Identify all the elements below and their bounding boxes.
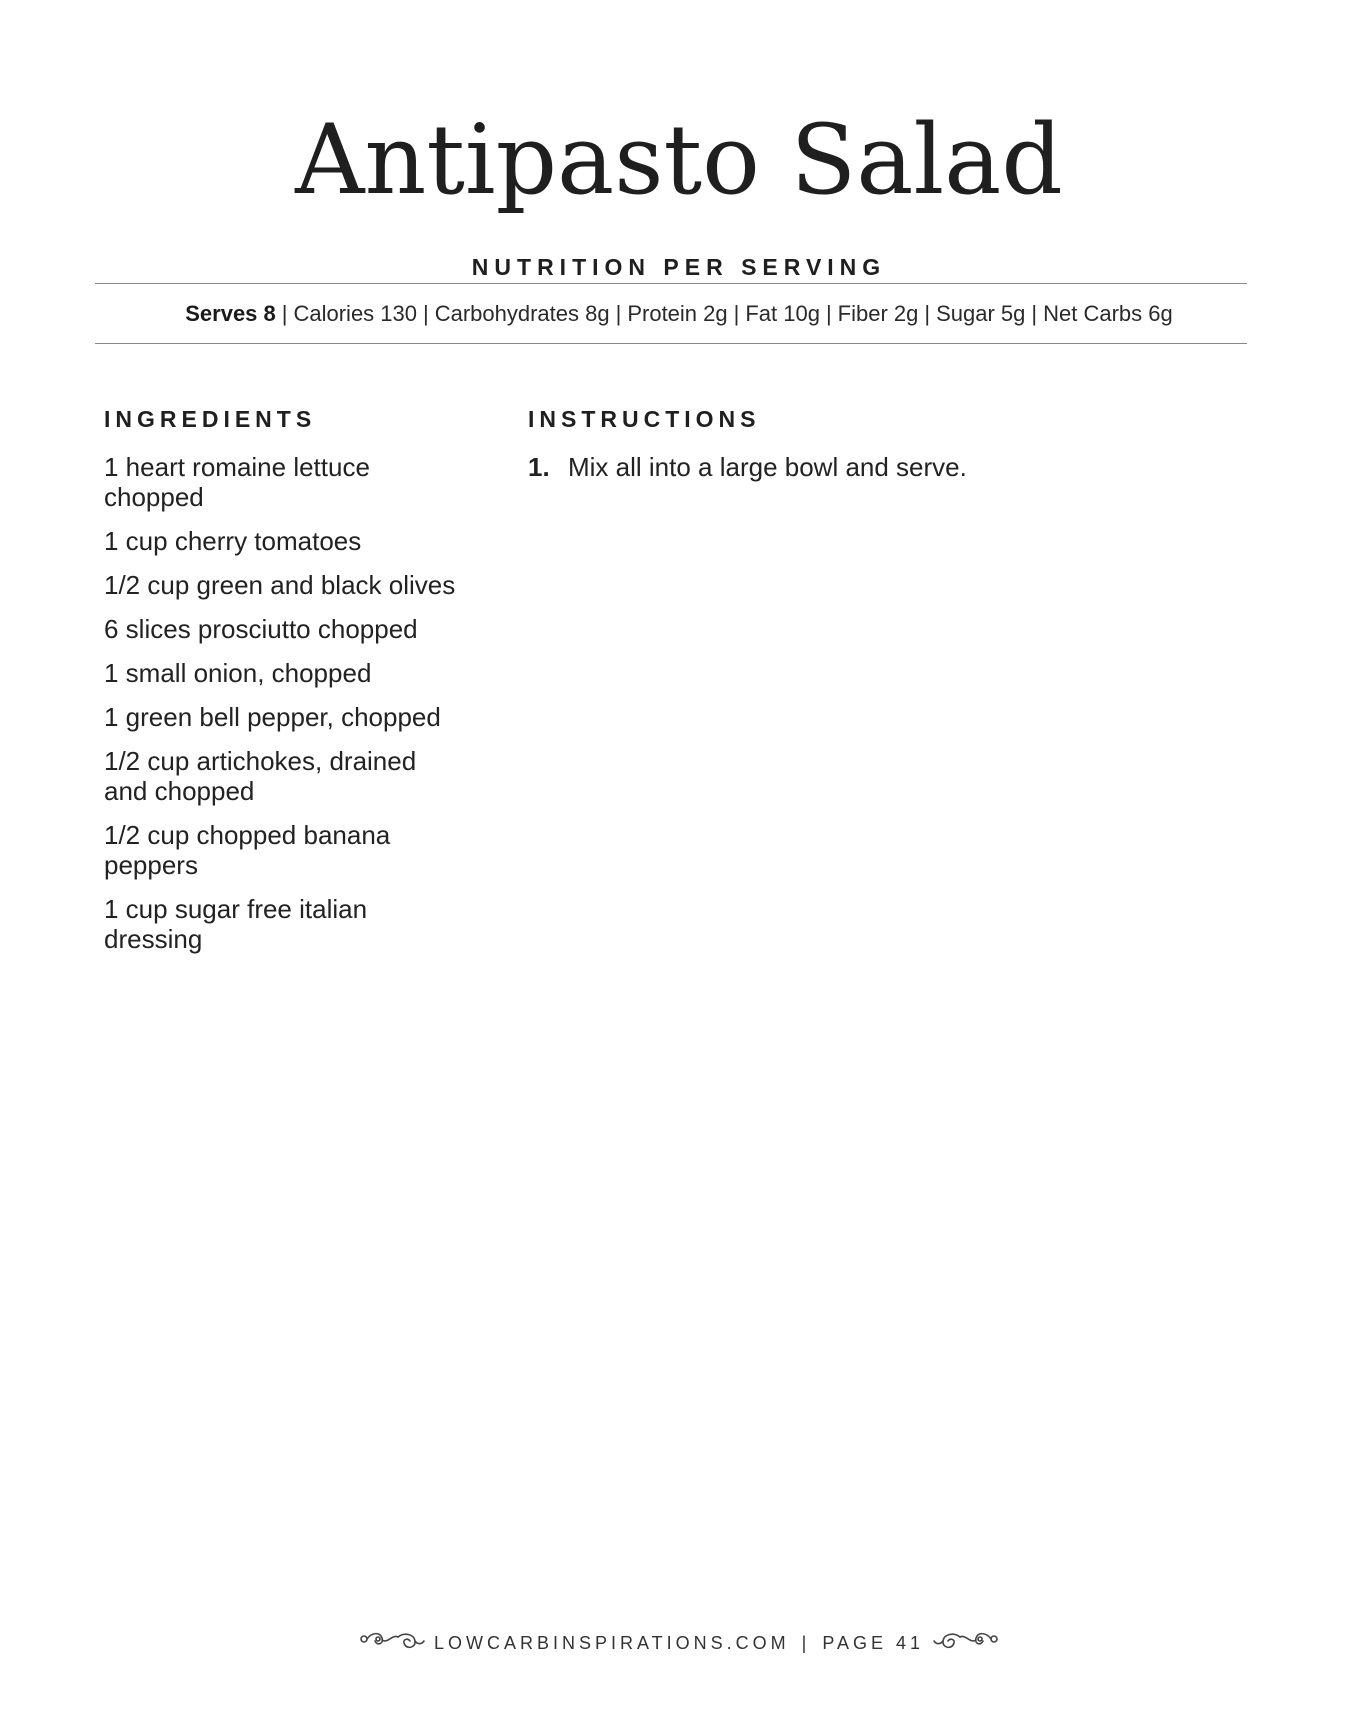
footer-site: LOWCARBINSPIRATIONS.COM: [433, 1633, 790, 1653]
step-number: 1.: [528, 452, 550, 482]
instructions-list: [528, 452, 1288, 482]
instruction-step: [528, 452, 1288, 482]
footer-page-number: PAGE 41: [822, 1633, 925, 1653]
ingredient-item: 1/2 cup green and black olives: [104, 570, 456, 600]
nutrition-net-carbs: Net Carbs 6g: [1043, 301, 1173, 326]
nutrition-separator: |: [281, 301, 288, 326]
flourish-icon: [358, 1628, 426, 1658]
nutrition-separator: |: [924, 301, 931, 326]
nutrition-summary: [0, 301, 1358, 327]
nutrition-separator: |: [615, 301, 622, 326]
nutrition-protein: Protein 2g: [627, 301, 728, 326]
nutrition-fiber: Fiber 2g: [837, 301, 919, 326]
nutrition-separator: |: [423, 301, 429, 326]
ingredient-item: 1 heart romaine lettuce chopped: [104, 452, 370, 512]
nutrition-separator: |: [825, 301, 832, 326]
instructions-heading: INSTRUCTIONS: [528, 406, 761, 432]
footer-separator: |: [801, 1633, 811, 1653]
nutrition-sugar: Sugar 5g: [936, 301, 1026, 326]
ingredients-heading: INGREDIENTS: [104, 406, 317, 432]
nutrition-bottom-divider: [95, 343, 1247, 344]
ingredient-item: 1 cup sugar free italian dressing: [104, 894, 368, 954]
nutrition-carbohydrates: Carbohydrates 8g: [434, 301, 610, 326]
nutrition-top-divider: [95, 283, 1247, 284]
nutrition-heading: NUTRITION PER SERVING: [471, 254, 887, 280]
flourish-icon: [932, 1628, 1000, 1658]
ingredient-item: 6 slices prosciutto chopped: [104, 614, 418, 644]
ingredient-item: 1/2 cup chopped banana peppers: [104, 820, 391, 880]
nutrition-calories: Calories 130: [293, 301, 417, 326]
ingredient-item: 1 cup cherry tomatoes: [104, 526, 362, 556]
ingredient-item: 1 small onion, chopped: [104, 658, 372, 688]
ingredient-item: 1 green bell pepper, chopped: [104, 702, 441, 732]
serves-count: Serves 8: [185, 301, 276, 326]
step-text: Mix all into a large bowl and serve.: [568, 452, 967, 482]
nutrition-separator: |: [1031, 301, 1038, 326]
ingredients-list: [104, 452, 464, 968]
ingredient-item: 1/2 cup artichokes, drained and chopped: [104, 746, 417, 806]
recipe-title: Antipasto Salad: [295, 104, 1063, 216]
page-footer: [0, 1628, 1358, 1658]
nutrition-fat: Fat 10g: [745, 301, 820, 326]
nutrition-separator: |: [733, 301, 740, 326]
